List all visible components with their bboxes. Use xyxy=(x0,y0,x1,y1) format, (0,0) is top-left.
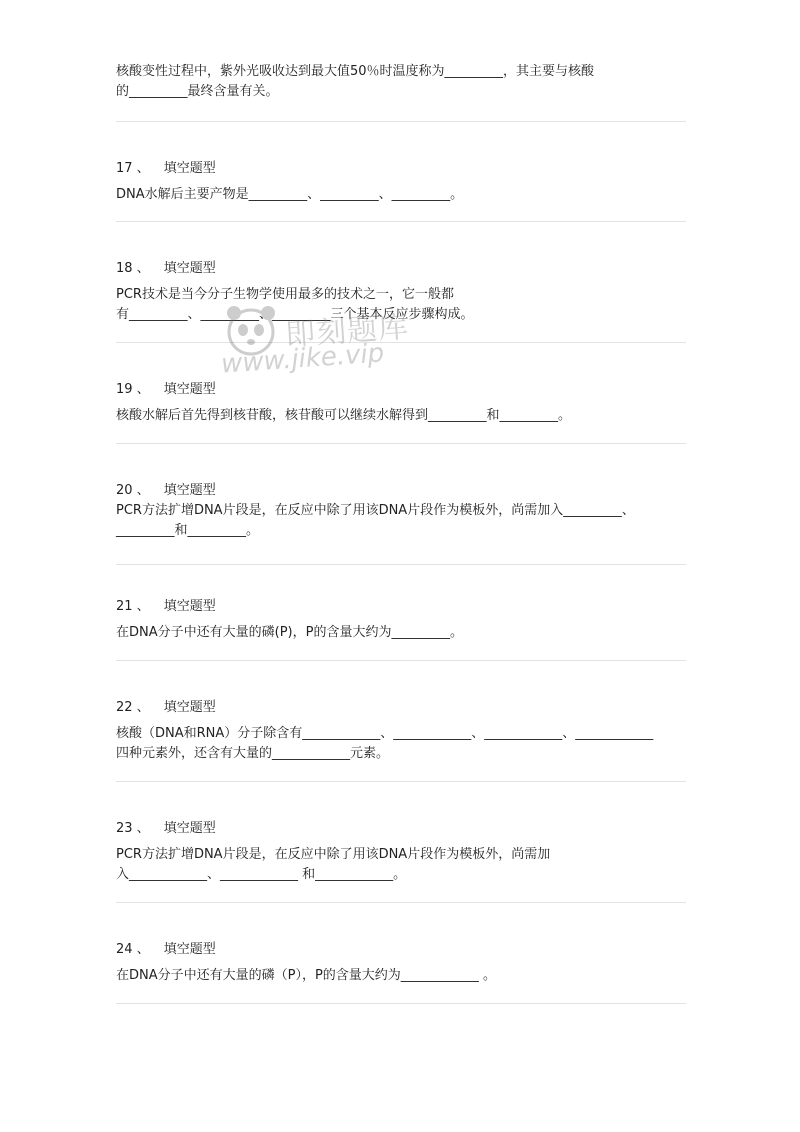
question-number: 23 、 xyxy=(116,821,150,836)
question-text-line: 入____________、____________ 和____________。 xyxy=(116,867,407,882)
divider xyxy=(116,564,686,565)
question-type: 填空题型 xyxy=(163,483,216,498)
question-23 xyxy=(116,819,686,885)
divider xyxy=(116,781,686,782)
divider xyxy=(116,443,686,444)
question-header xyxy=(116,819,686,839)
question-type: 填空题型 xyxy=(163,161,216,176)
question-number: 22 、 xyxy=(116,700,150,715)
question-type: 填空题型 xyxy=(163,821,216,836)
divider xyxy=(116,121,686,122)
question-text-line: 有_________、_________、_________三个基本反应步骤构成。 xyxy=(116,307,474,322)
question-text-line: PCR技术是当今分子生物学使用最多的技术之一，它一般都 xyxy=(116,287,454,302)
question-number: 19 、 xyxy=(116,382,150,397)
divider xyxy=(116,660,686,661)
question-20 xyxy=(116,481,686,541)
question-header xyxy=(116,940,686,960)
question-type: 填空题型 xyxy=(163,700,216,715)
question-number: 20 、 xyxy=(116,483,150,498)
question-header xyxy=(116,481,686,501)
question-text-line: 的_________最终含量有关。 xyxy=(116,84,279,99)
watermark xyxy=(215,296,425,386)
question-header xyxy=(116,698,686,718)
divider xyxy=(116,221,686,222)
question-text-line: 核酸（DNA和RNA）分子除含有____________、____________、____________、____________ xyxy=(116,726,654,741)
question-19 xyxy=(116,380,686,426)
question-type: 填空题型 xyxy=(163,261,216,276)
divider xyxy=(116,902,686,903)
question-number: 21 、 xyxy=(116,599,150,614)
question-text-line: PCR方法扩增DNA片段是，在反应中除了用该DNA片段作为模板外，尚需加入_________、 xyxy=(116,503,635,518)
question-number: 24 、 xyxy=(116,942,150,957)
question-text-line: 核酸水解后首先得到核苷酸，核苷酸可以继续水解得到_________和_________。 xyxy=(116,408,572,423)
question-text-line: _________和_________。 xyxy=(116,523,260,538)
question-header xyxy=(116,259,686,279)
question-22 xyxy=(116,698,686,764)
question-text-line: 在DNA分子中还有大量的磷（P），P的含量大约为____________ 。 xyxy=(116,968,496,983)
question-header xyxy=(116,159,686,179)
question-header xyxy=(116,597,686,617)
question-24 xyxy=(116,940,686,986)
watermark-name: 即刻题库 xyxy=(284,309,411,354)
question-16-fragment xyxy=(116,62,686,102)
question-number: 17 、 xyxy=(116,161,150,176)
question-17 xyxy=(116,159,686,205)
question-text-line: 在DNA分子中还有大量的磷(P)，P的含量大约为_________。 xyxy=(116,625,463,640)
question-21 xyxy=(116,597,686,643)
divider xyxy=(116,1003,686,1004)
question-text-line: 核酸变性过程中，紫外光吸收达到最大值50％时温度称为_________，其主要与核酸 xyxy=(116,64,595,79)
watermark-url: www.jike.vip xyxy=(220,338,386,380)
question-text-line: DNA水解后主要产物是_________、_________、_________。 xyxy=(116,187,464,202)
question-type: 填空题型 xyxy=(163,382,216,397)
question-text-line: 四种元素外，还含有大量的____________元素。 xyxy=(116,746,390,761)
question-type: 填空题型 xyxy=(163,599,216,614)
question-text-line: PCR方法扩增DNA片段是，在反应中除了用该DNA片段作为模板外，尚需加 xyxy=(116,847,551,862)
question-type: 填空题型 xyxy=(163,942,216,957)
question-number: 18 、 xyxy=(116,261,150,276)
